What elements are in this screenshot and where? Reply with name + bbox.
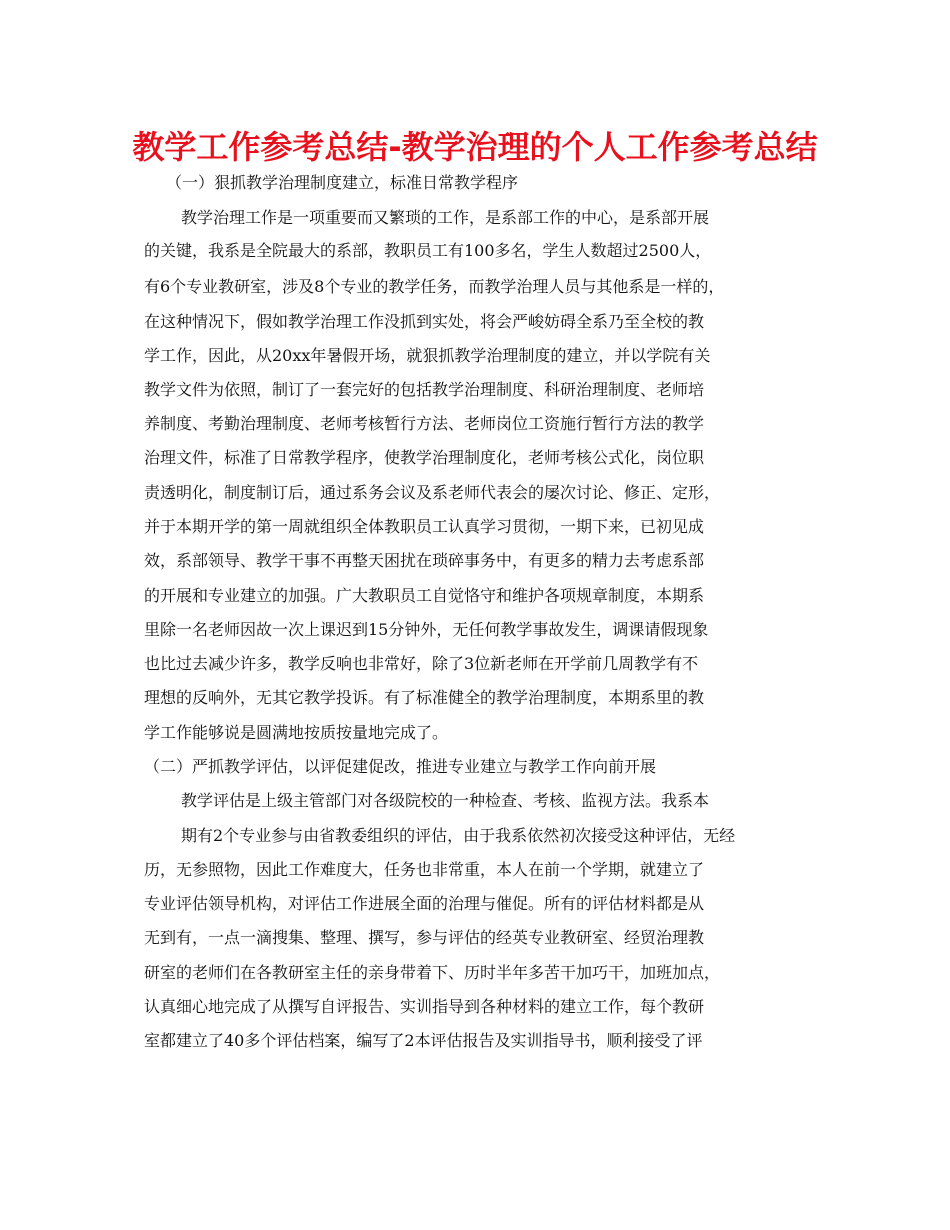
paragraph-line: 理想的反响外，无其它教学投诉。有了标准健全的教学治理制度，本期系里的教: [144, 688, 705, 707]
paragraph-line: 并于本期开学的第一周就组织全体教职员工认真学习贯彻，一期下来，已初见成: [144, 517, 705, 536]
paragraph-line: 的关键，我系是全院最大的系部，教职员工有100多名，学生人数超过2500人，: [144, 241, 712, 260]
paragraph-line: 历，无参照物，因此工作难度大，任务也非常重，本人在前一个学期，就建立了: [144, 860, 705, 879]
paragraph-line: 期有2个专业参与由省教委组织的评估，由于我系依然初次接受这种评估，无经: [181, 826, 736, 845]
paragraph-line: 学工作，因此，从20xx年暑假开场，就狠抓教学治理制度的建立，并以学院有关: [144, 346, 711, 365]
document-title: 教学工作参考总结-教学治理的个人工作参考总结: [132, 128, 818, 166]
paragraph-line: 室都建立了40多个评估档案，编写了2本评估报告及实训指导书，顺利接受了评: [144, 1031, 703, 1050]
paragraph-line: 教学文件为依照，制订了一套完好的包括教学治理制度、科研治理制度、老师培: [144, 380, 705, 399]
paragraph-line: 研室的老师们在各教研室主任的亲身带着下、历时半年多苦干加巧干，加班加点，: [144, 963, 721, 982]
paragraph-line: 治理文件，标准了日常教学程序，使教学治理制度化，老师考核公式化，岗位职: [144, 448, 705, 467]
section-heading-1: （一）狠抓教学治理制度建立，标准日常教学程序: [166, 173, 519, 192]
paragraph-line: （二）严抓教学评估，以评促建促改，推进专业建立与教学工作向前开展: [144, 757, 657, 776]
paragraph-line: 效，系部领导、教学干事不再整天困扰在琐碎事务中，有更多的精力去考虑系部: [144, 551, 705, 570]
paragraph-line: 专业评估领导机构，对评估工作进展全面的治理与催促。所有的评估材料都是从: [144, 894, 705, 913]
paragraph-line: 有6个专业教研室，涉及8个专业的教学任务，而教学治理人员与其他系是一样的，: [144, 277, 725, 296]
paragraph-line: 里除一名老师因故一次上课迟到15分钟外，无任何教学事故发生，调课请假现象: [144, 620, 709, 639]
paragraph-line: 在这种情况下，假如教学治理工作没抓到实处，将会严峻妨碍全系乃至全校的教: [144, 312, 705, 331]
paragraph-line: 无到有，一点一滴搜集、整理、撰写，参与评估的经英专业教研室、经贸治理教: [144, 928, 705, 947]
section-heading-2: 教学评估是上级主管部门对各级院校的一种检查、考核、监视方法。我系本: [181, 791, 710, 810]
paragraph-line: 学工作能够说是圆满地按质按量地完成了。: [144, 723, 449, 742]
paragraph-line: 的开展和专业建立的加强。广大教职员工自觉恪守和维护各项规章制度，本期系: [144, 586, 705, 605]
paragraph-line: 责透明化，制度制订后，通过系务会议及系老师代表会的屡次讨论、修正、定形，: [144, 483, 721, 502]
paragraph-line: 认真细心地完成了从撰写自评报告、实训指导到各种材料的建立工作，每个教研: [144, 997, 705, 1016]
paragraph-line: 养制度、考勤治理制度、老师考核暂行方法、老师岗位工资施行暂行方法的教学: [144, 414, 705, 433]
paragraph-line: 也比过去减少许多，教学反响也非常好，除了3位新老师在开学前几周教学有不: [144, 654, 699, 673]
paragraph-line: 教学治理工作是一项重要而又繁琐的工作，是系部工作的中心，是系部开展: [181, 208, 710, 227]
